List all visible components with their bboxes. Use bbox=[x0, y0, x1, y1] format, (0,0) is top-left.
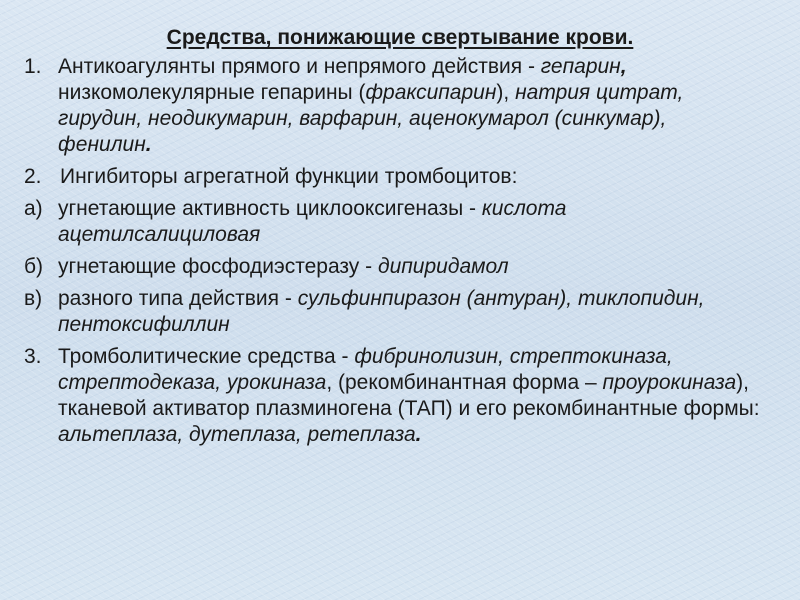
text-run: , (рекомбинантная форма – bbox=[326, 371, 603, 394]
list-item bbox=[24, 286, 764, 338]
drug-list bbox=[24, 54, 764, 454]
text-run: низкомолекулярные гепарины ( bbox=[58, 81, 366, 104]
list-item-text bbox=[58, 254, 764, 280]
text-run: угнетающие фосфодиэстеразу - bbox=[58, 255, 378, 278]
text-run-italic: кислота ацетилсалициловая bbox=[58, 197, 567, 246]
list-item-text bbox=[58, 286, 764, 338]
text-run-italic: проурокиназа bbox=[602, 371, 737, 394]
text-run: угнетающие активность циклооксигеназы - bbox=[58, 197, 482, 220]
list-item-text bbox=[60, 164, 764, 190]
text-run: разного типа действия - bbox=[58, 287, 298, 310]
list-marker: 1. bbox=[24, 55, 42, 78]
list-marker: 2. bbox=[24, 165, 42, 188]
text-run-italic: гепарин bbox=[540, 55, 621, 78]
text-run-bold-italic: . bbox=[145, 133, 152, 156]
text-run-italic: сульфинпиразон (антуран), тиклопидин, пентоксифиллин bbox=[58, 287, 705, 336]
slide-title: Средства, понижающие свертывание крови. bbox=[166, 26, 634, 49]
text-run-italic: фраксипарин bbox=[365, 81, 497, 104]
list-item bbox=[24, 344, 764, 448]
list-item bbox=[24, 254, 764, 280]
text-run: ), тканевой активатор плазминогена (ТАП) и его рекомбинантные формы: bbox=[58, 371, 760, 420]
text-run: ), bbox=[496, 81, 516, 104]
text-run-italic: дипиридамол bbox=[377, 255, 509, 278]
text-run-italic: фибринолизин, стрептокиназа, стрептодеказа, урокиназа bbox=[58, 345, 673, 394]
list-item bbox=[24, 196, 764, 248]
text-run-italic: натрия цитрат, гирудин, неодикумарин, варфарин, аценокумарол (синкумар), фенилин bbox=[58, 81, 684, 156]
list-marker: 3. bbox=[24, 345, 42, 368]
text-run: Антикоагулянты прямого и непрямого действия - bbox=[58, 55, 541, 78]
list-marker: в) bbox=[24, 287, 43, 310]
list-marker: а) bbox=[24, 197, 43, 220]
list-item-text bbox=[58, 54, 764, 158]
text-run-bold-italic: . bbox=[415, 423, 422, 446]
text-run: Ингибиторы агрегатной функции тромбоцитов: bbox=[60, 165, 518, 188]
list-marker: б) bbox=[24, 255, 44, 278]
text-run: Тромболитические средства - bbox=[58, 345, 355, 368]
list-item-text bbox=[58, 196, 764, 248]
list-item bbox=[24, 164, 764, 190]
text-run-italic: альтеплаза, дутеплаза, ретеплаза bbox=[58, 423, 416, 446]
list-item-text bbox=[58, 344, 764, 448]
text-run-bold-italic: , bbox=[620, 55, 627, 78]
list-item bbox=[24, 54, 764, 158]
